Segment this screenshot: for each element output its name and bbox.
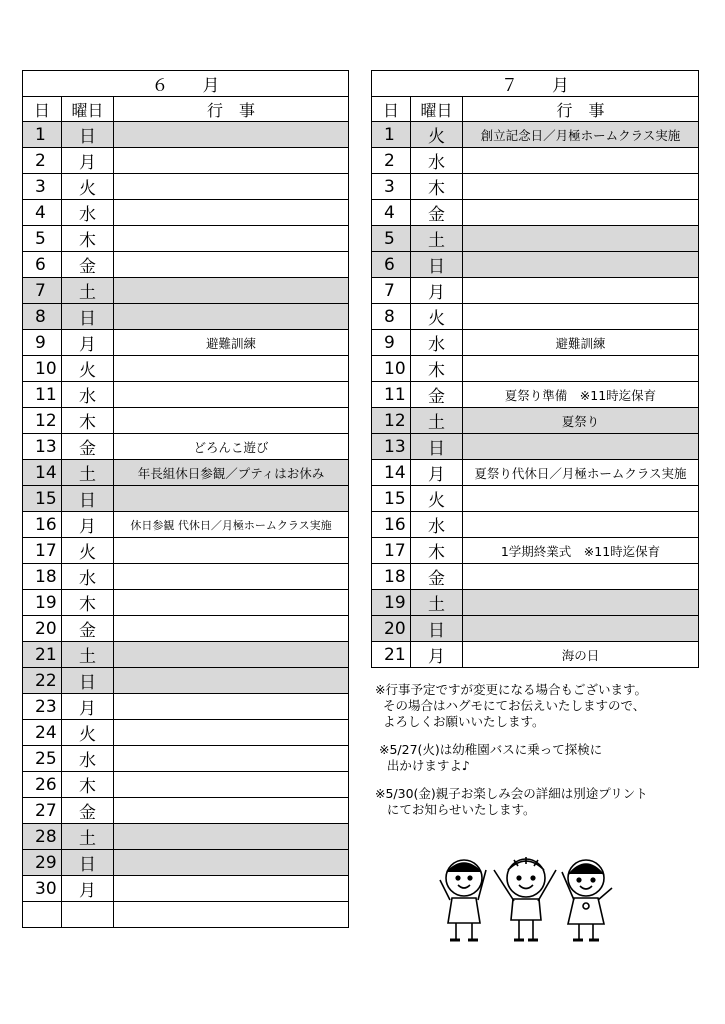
weekday-cell: 木 bbox=[62, 772, 114, 798]
event-cell bbox=[114, 850, 349, 876]
day-cell: 8 bbox=[372, 304, 411, 330]
day-cell: 5 bbox=[372, 226, 411, 252]
weekday-cell: 火 bbox=[62, 538, 114, 564]
header-day: 日 bbox=[372, 97, 411, 122]
event-cell bbox=[114, 590, 349, 616]
event-cell bbox=[114, 200, 349, 226]
weekday-cell: 日 bbox=[411, 252, 463, 278]
table-row bbox=[372, 304, 699, 330]
weekday-cell: 水 bbox=[411, 512, 463, 538]
weekday-cell: 木 bbox=[62, 590, 114, 616]
child-middle bbox=[494, 857, 556, 940]
table-row bbox=[23, 642, 349, 668]
weekday-cell: 水 bbox=[62, 382, 114, 408]
event-cell bbox=[463, 200, 699, 226]
day-cell: 15 bbox=[372, 486, 411, 512]
day-cell: 4 bbox=[372, 200, 411, 226]
header-dow: 曜日 bbox=[411, 97, 463, 122]
day-cell: 30 bbox=[23, 876, 62, 902]
weekday-cell: 火 bbox=[411, 122, 463, 148]
event-cell bbox=[114, 408, 349, 434]
event-cell bbox=[463, 564, 699, 590]
event-cell bbox=[463, 174, 699, 200]
event-cell bbox=[463, 304, 699, 330]
event-cell bbox=[463, 252, 699, 278]
table-row bbox=[23, 330, 349, 356]
day-cell: 5 bbox=[23, 226, 62, 252]
table-row bbox=[23, 824, 349, 850]
event-cell bbox=[463, 226, 699, 252]
table-row bbox=[23, 486, 349, 512]
event-cell bbox=[114, 642, 349, 668]
note-parent-event: ※5/30(金)親子お楽しみ会の詳細は別途プリント にてお知らせいたします。 bbox=[375, 786, 648, 817]
weekday-cell: 日 bbox=[411, 616, 463, 642]
day-cell: 3 bbox=[23, 174, 62, 200]
weekday-cell: 月 bbox=[411, 460, 463, 486]
table-row bbox=[23, 876, 349, 902]
day-cell: 27 bbox=[23, 798, 62, 824]
weekday-cell: 木 bbox=[62, 408, 114, 434]
weekday-cell: 火 bbox=[411, 304, 463, 330]
day-cell: 1 bbox=[23, 122, 62, 148]
day-cell: 22 bbox=[23, 668, 62, 694]
table-row bbox=[23, 226, 349, 252]
day-cell: 9 bbox=[372, 330, 411, 356]
table-row bbox=[23, 590, 349, 616]
event-cell bbox=[114, 694, 349, 720]
weekday-cell: 土 bbox=[62, 278, 114, 304]
day-cell bbox=[23, 902, 62, 927]
event-cell: 年長組休日参観／プティはお休み bbox=[114, 460, 349, 486]
weekday-cell: 日 bbox=[62, 304, 114, 330]
day-cell: 6 bbox=[23, 252, 62, 278]
weekday-cell: 土 bbox=[411, 408, 463, 434]
day-cell: 29 bbox=[23, 850, 62, 876]
table-row bbox=[23, 616, 349, 642]
day-cell: 11 bbox=[372, 382, 411, 408]
event-cell bbox=[463, 512, 699, 538]
day-cell: 14 bbox=[23, 460, 62, 486]
header-event: 行 事 bbox=[463, 97, 699, 122]
weekday-cell: 水 bbox=[62, 564, 114, 590]
table-row bbox=[372, 122, 699, 148]
weekday-cell: 月 bbox=[411, 642, 463, 668]
header-row bbox=[372, 97, 699, 122]
table-row bbox=[372, 278, 699, 304]
table-row bbox=[23, 304, 349, 330]
table-row bbox=[372, 330, 699, 356]
header-event: 行 事 bbox=[114, 97, 349, 122]
day-cell: 12 bbox=[372, 408, 411, 434]
weekday-cell: 木 bbox=[411, 356, 463, 382]
day-cell: 9 bbox=[23, 330, 62, 356]
weekday-cell: 土 bbox=[411, 590, 463, 616]
event-cell bbox=[114, 304, 349, 330]
day-cell: 11 bbox=[23, 382, 62, 408]
event-cell bbox=[114, 616, 349, 642]
june-calendar-table bbox=[22, 70, 349, 928]
event-cell: どろんこ遊び bbox=[114, 434, 349, 460]
table-row bbox=[372, 382, 699, 408]
weekday-cell: 火 bbox=[62, 174, 114, 200]
day-cell: 7 bbox=[372, 278, 411, 304]
note-schedule-change: ※行事予定ですが変更になる場合もございます。 その場合はハグモにてお伝えいたしますので、 よろしくお願いいたします。 bbox=[375, 682, 647, 729]
event-cell bbox=[114, 278, 349, 304]
day-cell: 2 bbox=[372, 148, 411, 174]
day-cell: 15 bbox=[23, 486, 62, 512]
weekday-cell: 月 bbox=[62, 512, 114, 538]
day-cell: 16 bbox=[372, 512, 411, 538]
table-row bbox=[372, 200, 699, 226]
event-cell: 夏祭り代休日／月極ホームクラス実施 bbox=[463, 460, 699, 486]
event-cell: 1学期終業式 ※11時迄保育 bbox=[463, 538, 699, 564]
table-row bbox=[372, 174, 699, 200]
event-cell bbox=[114, 356, 349, 382]
event-cell bbox=[463, 590, 699, 616]
weekday-cell: 水 bbox=[62, 200, 114, 226]
event-cell bbox=[114, 824, 349, 850]
day-cell: 17 bbox=[23, 538, 62, 564]
table-row bbox=[23, 200, 349, 226]
table-row bbox=[23, 460, 349, 486]
table-row bbox=[23, 694, 349, 720]
weekday-cell: 月 bbox=[411, 278, 463, 304]
weekday-cell: 金 bbox=[411, 200, 463, 226]
weekday-cell: 日 bbox=[411, 434, 463, 460]
event-cell bbox=[114, 486, 349, 512]
weekday-cell: 土 bbox=[411, 226, 463, 252]
event-cell bbox=[463, 278, 699, 304]
day-cell: 13 bbox=[372, 434, 411, 460]
event-cell bbox=[463, 434, 699, 460]
table-row bbox=[23, 408, 349, 434]
event-cell: 避難訓練 bbox=[463, 330, 699, 356]
event-cell: 休日参観 代休日／月極ホームクラス実施 bbox=[114, 512, 349, 538]
table-row bbox=[372, 356, 699, 382]
event-cell: 海の日 bbox=[463, 642, 699, 668]
day-cell: 14 bbox=[372, 460, 411, 486]
weekday-cell: 金 bbox=[62, 252, 114, 278]
event-cell bbox=[114, 174, 349, 200]
day-cell: 2 bbox=[23, 148, 62, 174]
weekday-cell: 金 bbox=[62, 616, 114, 642]
day-cell: 1 bbox=[372, 122, 411, 148]
weekday-cell: 水 bbox=[411, 330, 463, 356]
event-cell bbox=[114, 382, 349, 408]
day-cell: 3 bbox=[372, 174, 411, 200]
table-row bbox=[372, 460, 699, 486]
weekday-cell: 木 bbox=[62, 226, 114, 252]
header-row bbox=[23, 97, 349, 122]
table-row bbox=[372, 590, 699, 616]
july-calendar-table bbox=[371, 70, 699, 668]
event-cell bbox=[114, 252, 349, 278]
day-cell: 10 bbox=[372, 356, 411, 382]
event-cell bbox=[463, 356, 699, 382]
event-cell bbox=[114, 122, 349, 148]
table-row bbox=[23, 564, 349, 590]
table-row bbox=[372, 434, 699, 460]
note-bus-trip: ※5/27(火)は幼稚園バスに乗って探検に 出かけますよ♪ bbox=[378, 742, 603, 773]
event-cell bbox=[463, 616, 699, 642]
day-cell: 21 bbox=[372, 642, 411, 668]
weekday-cell: 火 bbox=[62, 356, 114, 382]
weekday-cell: 月 bbox=[62, 148, 114, 174]
event-cell bbox=[114, 720, 349, 746]
day-cell: 20 bbox=[372, 616, 411, 642]
day-cell: 6 bbox=[372, 252, 411, 278]
event-cell bbox=[463, 148, 699, 174]
table-row bbox=[23, 512, 349, 538]
child-left bbox=[440, 860, 486, 940]
day-cell: 12 bbox=[23, 408, 62, 434]
table-row bbox=[23, 148, 349, 174]
weekday-cell: 金 bbox=[411, 564, 463, 590]
table-row bbox=[372, 252, 699, 278]
table-row bbox=[372, 642, 699, 668]
table-row bbox=[372, 408, 699, 434]
table-row bbox=[23, 538, 349, 564]
event-cell: 夏祭り bbox=[463, 408, 699, 434]
day-cell: 18 bbox=[372, 564, 411, 590]
event-cell bbox=[114, 746, 349, 772]
day-cell: 20 bbox=[23, 616, 62, 642]
event-cell bbox=[114, 564, 349, 590]
event-cell bbox=[114, 668, 349, 694]
day-cell: 13 bbox=[23, 434, 62, 460]
day-cell: 4 bbox=[23, 200, 62, 226]
weekday-cell: 月 bbox=[62, 330, 114, 356]
table-row bbox=[23, 772, 349, 798]
table-row bbox=[372, 564, 699, 590]
event-cell bbox=[114, 772, 349, 798]
table-row bbox=[23, 746, 349, 772]
table-row bbox=[372, 148, 699, 174]
table-row bbox=[372, 226, 699, 252]
table-row bbox=[372, 538, 699, 564]
table-row bbox=[23, 382, 349, 408]
table-row bbox=[23, 174, 349, 200]
day-cell: 18 bbox=[23, 564, 62, 590]
table-row bbox=[23, 668, 349, 694]
event-cell bbox=[114, 798, 349, 824]
day-cell: 24 bbox=[23, 720, 62, 746]
table-row bbox=[23, 278, 349, 304]
table-row bbox=[23, 356, 349, 382]
event-cell bbox=[114, 538, 349, 564]
table-row bbox=[23, 902, 349, 927]
day-cell: 10 bbox=[23, 356, 62, 382]
table-row bbox=[23, 434, 349, 460]
weekday-cell: 木 bbox=[411, 174, 463, 200]
day-cell: 26 bbox=[23, 772, 62, 798]
table-row bbox=[23, 850, 349, 876]
day-cell: 16 bbox=[23, 512, 62, 538]
event-cell bbox=[463, 486, 699, 512]
day-cell: 28 bbox=[23, 824, 62, 850]
day-cell: 21 bbox=[23, 642, 62, 668]
table-row bbox=[23, 720, 349, 746]
event-cell: 創立記念日／月極ホームクラス実施 bbox=[463, 122, 699, 148]
day-cell: 23 bbox=[23, 694, 62, 720]
weekday-cell: 土 bbox=[62, 824, 114, 850]
day-cell: 19 bbox=[372, 590, 411, 616]
table-row bbox=[372, 512, 699, 538]
event-cell bbox=[114, 226, 349, 252]
weekday-cell: 水 bbox=[411, 148, 463, 174]
table-row bbox=[23, 122, 349, 148]
event-cell bbox=[114, 876, 349, 902]
weekday-cell: 日 bbox=[62, 850, 114, 876]
weekday-cell: 日 bbox=[62, 122, 114, 148]
event-cell: 避難訓練 bbox=[114, 330, 349, 356]
weekday-cell: 火 bbox=[62, 720, 114, 746]
weekday-cell: 月 bbox=[62, 876, 114, 902]
day-cell: 7 bbox=[23, 278, 62, 304]
header-dow: 曜日 bbox=[62, 97, 114, 122]
child-right bbox=[562, 860, 612, 940]
weekday-cell: 金 bbox=[411, 382, 463, 408]
header-day: 日 bbox=[23, 97, 62, 122]
notes bbox=[375, 682, 715, 830]
weekday-cell: 月 bbox=[62, 694, 114, 720]
weekday-cell bbox=[62, 902, 114, 927]
day-cell: 8 bbox=[23, 304, 62, 330]
day-cell: 19 bbox=[23, 590, 62, 616]
weekday-cell: 日 bbox=[62, 668, 114, 694]
weekday-cell: 日 bbox=[62, 486, 114, 512]
event-cell bbox=[114, 902, 349, 927]
table-row bbox=[372, 616, 699, 642]
event-cell bbox=[114, 148, 349, 174]
day-cell: 25 bbox=[23, 746, 62, 772]
weekday-cell: 金 bbox=[62, 798, 114, 824]
weekday-cell: 金 bbox=[62, 434, 114, 460]
table-row bbox=[23, 252, 349, 278]
event-cell: 夏祭り準備 ※11時迄保育 bbox=[463, 382, 699, 408]
weekday-cell: 土 bbox=[62, 460, 114, 486]
children-illustration bbox=[434, 848, 624, 948]
weekday-cell: 火 bbox=[411, 486, 463, 512]
weekday-cell: 木 bbox=[411, 538, 463, 564]
weekday-cell: 水 bbox=[62, 746, 114, 772]
day-cell: 17 bbox=[372, 538, 411, 564]
weekday-cell: 土 bbox=[62, 642, 114, 668]
june-month-title: ６ 月 bbox=[23, 71, 349, 97]
july-month-title: ７ 月 bbox=[372, 71, 699, 97]
table-row bbox=[23, 798, 349, 824]
table-row bbox=[372, 486, 699, 512]
